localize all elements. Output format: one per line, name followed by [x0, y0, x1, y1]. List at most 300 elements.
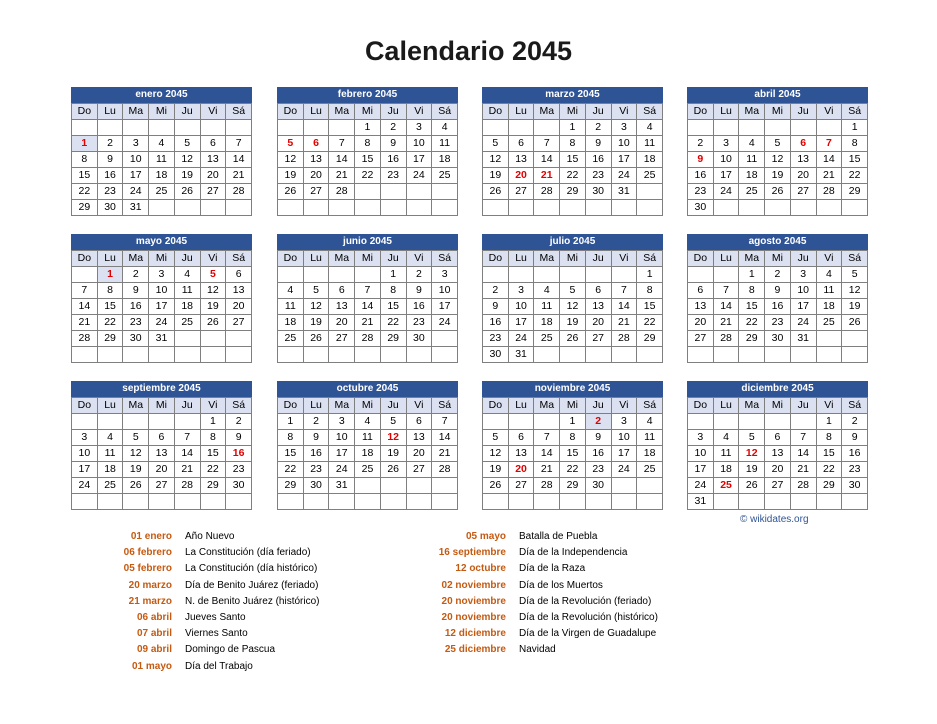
day-cell: 27 [790, 184, 816, 200]
week-row [278, 168, 458, 184]
day-cell: 15 [72, 168, 98, 184]
day-cell [303, 494, 329, 510]
day-cell [226, 331, 252, 347]
weekday-label: Do [688, 398, 714, 414]
day-cell: 6 [329, 283, 355, 299]
day-cell: 17 [72, 462, 98, 478]
day-cell [637, 347, 663, 363]
holiday-date: 01 enero [130, 531, 172, 542]
day-cell: 24 [406, 168, 432, 184]
week-row [72, 136, 252, 152]
holiday-date: 05 febrero [123, 563, 172, 575]
day-cell [174, 414, 200, 430]
day-cell: 8 [816, 430, 842, 446]
day-cell [355, 478, 381, 494]
day-cell: 20 [200, 168, 226, 184]
day-cell [278, 267, 304, 283]
day-cell: 3 [72, 430, 98, 446]
week-row [483, 315, 663, 331]
day-cell: 16 [97, 168, 123, 184]
month-header: octubre 2045 [277, 381, 458, 397]
day-cell [713, 200, 739, 216]
day-cell [123, 414, 149, 430]
day-cell: 31 [790, 331, 816, 347]
day-cell: 20 [585, 315, 611, 331]
day-cell: 24 [611, 462, 637, 478]
day-cell: 13 [508, 152, 534, 168]
weekday-label: Ma [123, 104, 149, 120]
day-cell: 7 [713, 283, 739, 299]
month-calendar [687, 234, 868, 363]
day-cell: 28 [534, 184, 560, 200]
day-cell: 3 [508, 283, 534, 299]
day-cell: 28 [355, 331, 381, 347]
day-cell: 15 [278, 446, 304, 462]
day-cell [483, 120, 509, 136]
day-cell: 10 [149, 283, 175, 299]
week-row [72, 331, 252, 347]
day-cell: 3 [611, 120, 637, 136]
day-cell [560, 267, 586, 283]
weekday-label: Ma [123, 251, 149, 267]
day-cell: 14 [432, 430, 458, 446]
day-cell [713, 414, 739, 430]
day-cell: 8 [380, 283, 406, 299]
day-cell: 11 [816, 283, 842, 299]
weekday-label: Lu [713, 398, 739, 414]
holiday-row [330, 626, 730, 642]
holiday-date: 05 mayo [465, 531, 506, 542]
day-cell: 7 [226, 136, 252, 152]
day-cell: 22 [560, 462, 586, 478]
day-cell: 19 [483, 462, 509, 478]
week-row [688, 200, 868, 216]
day-cell: 27 [688, 331, 714, 347]
day-cell: 2 [226, 414, 252, 430]
weekday-label: Mi [355, 251, 381, 267]
day-cell [790, 414, 816, 430]
week-row [72, 299, 252, 315]
holiday-date: 20 noviembre [441, 595, 506, 607]
day-cell [72, 414, 98, 430]
week-row [72, 283, 252, 299]
day-cell [406, 200, 432, 216]
day-cell: 16 [585, 446, 611, 462]
day-cell: 4 [816, 267, 842, 283]
day-cell: 7 [790, 430, 816, 446]
day-cell [303, 347, 329, 363]
day-cell: 2 [97, 136, 123, 152]
day-cell: 5 [123, 430, 149, 446]
day-cell [483, 494, 509, 510]
day-cell: 1 [842, 120, 868, 136]
day-cell: 29 [97, 331, 123, 347]
day-cell: 1 [200, 414, 226, 430]
day-cell: 26 [303, 331, 329, 347]
day-cell: 28 [174, 478, 200, 494]
weekday-label: Ju [380, 251, 406, 267]
month-header: enero 2045 [71, 87, 252, 103]
day-cell: 9 [380, 136, 406, 152]
holiday-date: 21 marzo [128, 595, 172, 607]
holiday-name: Día de la Revolución (histórico) [519, 611, 658, 623]
day-cell: 15 [560, 152, 586, 168]
week-row [483, 494, 663, 510]
day-cell: 3 [406, 120, 432, 136]
weekday-label: Do [72, 398, 98, 414]
day-cell: 22 [560, 168, 586, 184]
week-row [278, 347, 458, 363]
holiday-row [0, 578, 319, 594]
week-row [72, 347, 252, 363]
day-cell: 10 [611, 136, 637, 152]
week-row [483, 347, 663, 363]
day-cell [611, 347, 637, 363]
week-row [483, 430, 663, 446]
day-cell: 27 [200, 184, 226, 200]
day-cell: 9 [406, 283, 432, 299]
day-cell: 21 [611, 315, 637, 331]
day-cell: 17 [432, 299, 458, 315]
month-header: junio 2045 [277, 234, 458, 250]
day-cell [739, 347, 765, 363]
week-row [483, 120, 663, 136]
day-cell [355, 267, 381, 283]
day-cell: 9 [585, 136, 611, 152]
day-cell [380, 494, 406, 510]
day-cell: 18 [278, 315, 304, 331]
day-cell: 30 [406, 331, 432, 347]
day-cell [72, 347, 98, 363]
day-cell: 5 [483, 430, 509, 446]
week-row [278, 430, 458, 446]
weekday-label: Ma [329, 398, 355, 414]
weekday-label: Mi [765, 251, 791, 267]
day-cell: 12 [483, 152, 509, 168]
day-cell: 21 [355, 315, 381, 331]
day-cell: 7 [174, 430, 200, 446]
day-cell: 30 [585, 184, 611, 200]
day-cell: 19 [303, 315, 329, 331]
week-row [278, 315, 458, 331]
day-cell [226, 494, 252, 510]
day-cell: 25 [816, 315, 842, 331]
day-cell: 1 [560, 120, 586, 136]
holiday-name: Día de la Independencia [519, 547, 628, 559]
week-row [278, 299, 458, 315]
day-cell: 24 [790, 315, 816, 331]
day-cell: 16 [688, 168, 714, 184]
day-cell: 22 [97, 315, 123, 331]
week-row [278, 478, 458, 494]
day-cell: 10 [508, 299, 534, 315]
day-cell [816, 331, 842, 347]
day-cell [380, 478, 406, 494]
holiday-row [330, 561, 730, 577]
day-cell: 27 [585, 331, 611, 347]
day-cell: 14 [72, 299, 98, 315]
day-cell [842, 494, 868, 510]
week-row [72, 462, 252, 478]
day-cell [97, 414, 123, 430]
holiday-date: 12 octubre [455, 563, 506, 575]
day-cell: 14 [611, 299, 637, 315]
day-cell: 6 [303, 136, 329, 152]
day-cell: 4 [739, 136, 765, 152]
weekday-label: Ma [329, 104, 355, 120]
week-row [688, 347, 868, 363]
day-cell [355, 184, 381, 200]
day-cell: 6 [226, 267, 252, 283]
day-cell: 11 [637, 430, 663, 446]
day-cell: 23 [585, 168, 611, 184]
holiday-date: 02 noviembre [441, 579, 506, 591]
day-cell: 1 [637, 267, 663, 283]
week-row [72, 152, 252, 168]
day-cell: 22 [637, 315, 663, 331]
day-cell: 17 [611, 446, 637, 462]
week-row [688, 136, 868, 152]
day-cell [278, 494, 304, 510]
day-cell: 9 [585, 430, 611, 446]
week-row [278, 331, 458, 347]
day-cell [483, 267, 509, 283]
holiday-row [0, 529, 260, 545]
day-cell: 9 [226, 430, 252, 446]
day-cell: 16 [226, 446, 252, 462]
month-calendar [482, 87, 663, 216]
day-cell: 9 [842, 430, 868, 446]
day-cell: 3 [688, 430, 714, 446]
month-calendar [482, 234, 663, 363]
day-cell: 11 [739, 152, 765, 168]
day-cell: 13 [790, 152, 816, 168]
day-cell [816, 494, 842, 510]
holiday-name: Día de la Raza [519, 563, 586, 575]
day-cell [508, 267, 534, 283]
credit-link[interactable]: © wikidates.org [740, 514, 809, 525]
day-cell [200, 331, 226, 347]
day-cell [149, 120, 175, 136]
day-cell: 11 [97, 446, 123, 462]
day-cell: 10 [611, 430, 637, 446]
day-cell: 5 [842, 267, 868, 283]
day-cell: 22 [355, 168, 381, 184]
month-header: mayo 2045 [71, 234, 252, 250]
day-cell: 18 [637, 446, 663, 462]
day-cell [739, 120, 765, 136]
day-cell [790, 347, 816, 363]
day-cell: 9 [688, 152, 714, 168]
day-cell: 8 [72, 152, 98, 168]
month-calendar [277, 234, 458, 363]
holiday-name: Jueves Santo [185, 611, 246, 623]
day-cell: 20 [765, 462, 791, 478]
day-cell: 18 [713, 462, 739, 478]
day-cell: 18 [637, 152, 663, 168]
month-calendar [482, 381, 663, 510]
weekday-label: Ma [534, 104, 560, 120]
day-cell: 14 [226, 152, 252, 168]
day-cell: 12 [560, 299, 586, 315]
day-cell: 5 [174, 136, 200, 152]
day-cell [72, 120, 98, 136]
day-cell [560, 200, 586, 216]
day-cell: 18 [355, 446, 381, 462]
day-cell: 31 [149, 331, 175, 347]
day-cell: 29 [739, 331, 765, 347]
day-cell [329, 120, 355, 136]
day-cell [534, 267, 560, 283]
day-cell [174, 120, 200, 136]
week-row [278, 136, 458, 152]
week-row [72, 478, 252, 494]
day-cell: 27 [508, 478, 534, 494]
day-cell: 11 [432, 136, 458, 152]
day-cell: 6 [200, 136, 226, 152]
day-cell: 6 [406, 414, 432, 430]
weekday-label: Mi [560, 104, 586, 120]
day-cell: 1 [380, 267, 406, 283]
day-cell: 15 [637, 299, 663, 315]
holiday-row [0, 642, 276, 658]
day-cell [611, 478, 637, 494]
weekday-label: Mi [355, 398, 381, 414]
day-cell [611, 267, 637, 283]
day-cell: 15 [739, 299, 765, 315]
weekday-label: Ju [585, 398, 611, 414]
holiday-row [0, 659, 260, 675]
month-header: diciembre 2045 [687, 381, 868, 397]
week-row [278, 414, 458, 430]
day-cell: 14 [534, 152, 560, 168]
day-cell: 15 [816, 446, 842, 462]
day-cell [688, 347, 714, 363]
day-cell: 23 [226, 462, 252, 478]
weekday-label: Vi [200, 251, 226, 267]
holiday-name: Día de Benito Juárez (feriado) [185, 579, 319, 591]
weekday-label: Vi [816, 104, 842, 120]
day-cell: 24 [713, 184, 739, 200]
day-cell: 11 [637, 136, 663, 152]
page-title: Calendario 2045 [364, 36, 573, 66]
holiday-date: 25 diciembre [444, 644, 506, 656]
day-cell [765, 414, 791, 430]
day-cell: 4 [174, 267, 200, 283]
day-cell [765, 120, 791, 136]
day-cell [432, 200, 458, 216]
weekday-label: Mi [560, 398, 586, 414]
day-cell: 13 [688, 299, 714, 315]
weekday-label: Lu [303, 398, 329, 414]
day-cell: 28 [432, 462, 458, 478]
day-cell: 24 [329, 462, 355, 478]
holiday-row [330, 545, 730, 561]
day-cell [355, 494, 381, 510]
week-row [483, 462, 663, 478]
day-cell [406, 478, 432, 494]
weekday-label: Do [278, 251, 304, 267]
day-cell: 23 [303, 462, 329, 478]
day-cell: 11 [149, 152, 175, 168]
day-cell [200, 347, 226, 363]
weekday-label: Lu [508, 104, 534, 120]
holiday-name: Año Nuevo [185, 531, 235, 542]
day-cell: 21 [72, 315, 98, 331]
week-row [688, 430, 868, 446]
weekday-label: Ma [739, 251, 765, 267]
day-cell: 19 [200, 299, 226, 315]
week-row [483, 168, 663, 184]
day-cell: 17 [611, 152, 637, 168]
day-cell: 13 [585, 299, 611, 315]
day-cell: 10 [329, 430, 355, 446]
day-cell: 26 [200, 315, 226, 331]
day-cell: 7 [355, 283, 381, 299]
weekday-label: Vi [816, 398, 842, 414]
day-cell: 25 [278, 331, 304, 347]
day-cell [226, 120, 252, 136]
day-cell: 18 [816, 299, 842, 315]
day-cell [174, 494, 200, 510]
day-cell: 4 [432, 120, 458, 136]
weekday-label: Vi [406, 104, 432, 120]
day-cell: 2 [585, 120, 611, 136]
day-cell: 3 [713, 136, 739, 152]
day-cell: 2 [842, 414, 868, 430]
month-calendar [71, 234, 252, 363]
day-cell [432, 478, 458, 494]
day-cell: 11 [174, 283, 200, 299]
day-cell [483, 200, 509, 216]
weekday-label: Sá [226, 398, 252, 414]
holiday-name: La Constitución (día feriado) [185, 547, 311, 559]
day-cell: 10 [406, 136, 432, 152]
day-cell: 11 [534, 299, 560, 315]
day-cell: 25 [355, 462, 381, 478]
holiday-date: 20 noviembre [441, 611, 506, 623]
day-cell [380, 184, 406, 200]
week-row [483, 152, 663, 168]
weekday-label: Do [483, 104, 509, 120]
day-cell [765, 494, 791, 510]
day-cell: 30 [765, 331, 791, 347]
day-cell [329, 267, 355, 283]
weekday-label: Ju [174, 398, 200, 414]
day-cell [816, 200, 842, 216]
day-cell: 10 [432, 283, 458, 299]
day-cell: 27 [508, 184, 534, 200]
day-cell: 25 [637, 168, 663, 184]
day-cell: 30 [97, 200, 123, 216]
day-cell: 20 [790, 168, 816, 184]
day-cell: 30 [483, 347, 509, 363]
day-cell: 3 [123, 136, 149, 152]
day-cell: 16 [303, 446, 329, 462]
week-row [278, 267, 458, 283]
holiday-name: Viernes Santo [185, 628, 248, 640]
day-cell [842, 200, 868, 216]
day-cell: 25 [713, 478, 739, 494]
weekday-label: Do [278, 104, 304, 120]
day-cell: 23 [483, 331, 509, 347]
day-cell: 17 [790, 299, 816, 315]
weekday-label: Lu [97, 104, 123, 120]
week-row [688, 168, 868, 184]
day-cell: 1 [72, 136, 98, 152]
weekday-label: Ju [380, 104, 406, 120]
day-cell: 10 [713, 152, 739, 168]
